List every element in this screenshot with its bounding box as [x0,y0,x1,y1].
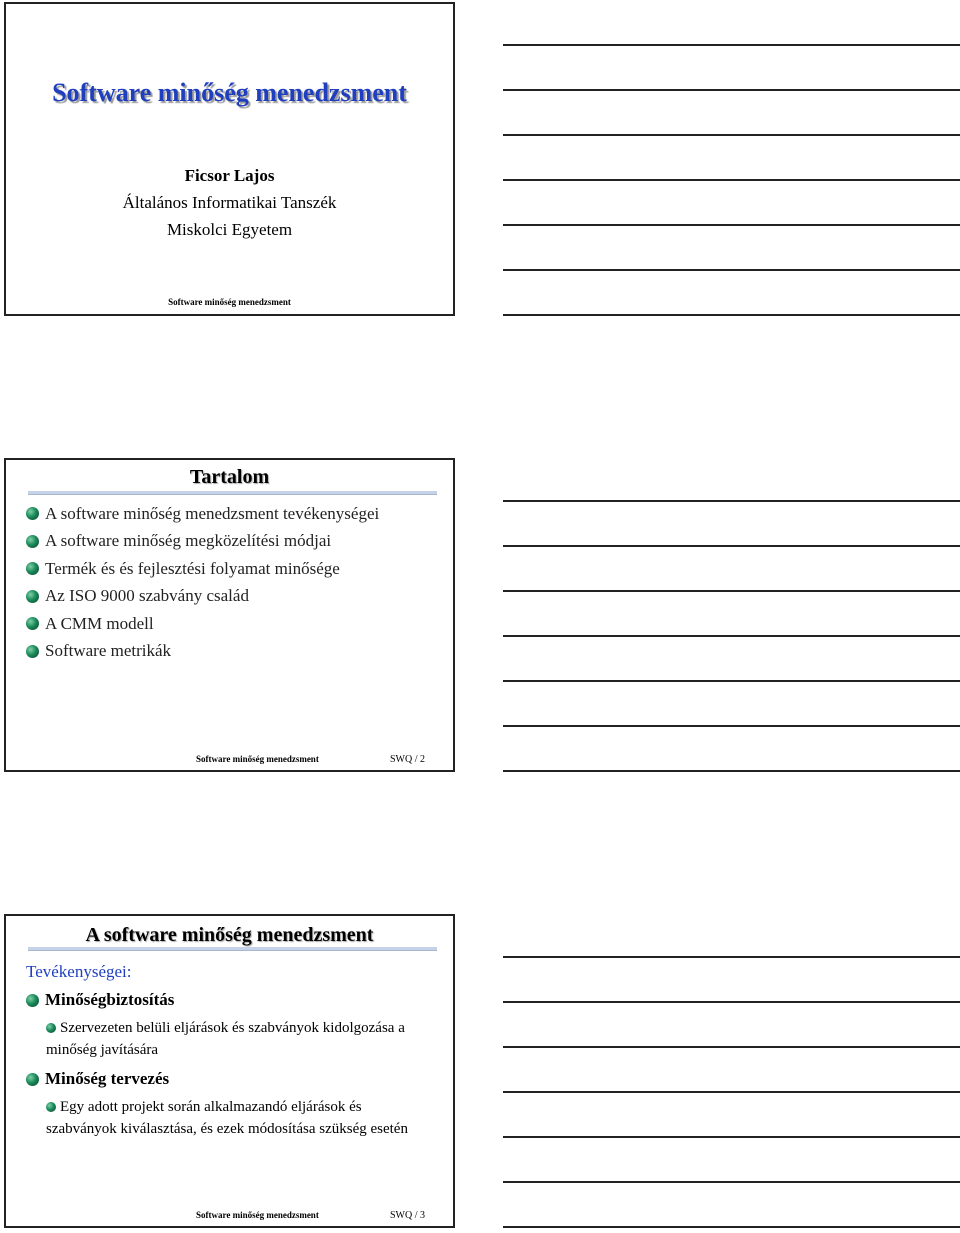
note-line [503,269,960,271]
note-line [503,314,960,316]
list-item: A CMM modell [26,610,379,638]
section-detail: Egy adott projekt során alkalmazandó eljárások és szabványok kiválasztása, és ezek módosítása szükség esetén [46,1099,408,1137]
note-line [503,1001,960,1003]
note-line [503,545,960,547]
note-line [503,44,960,46]
list-item: Termék és és fejlesztési folyamat minősége [26,555,379,583]
slide-footer: Software minőség menedzsment [196,754,319,764]
contents-list [26,500,379,665]
slide-1 [4,2,455,316]
slide-footer: Software minőség menedzsment [168,297,291,307]
note-line [503,1181,960,1183]
department: Általános Informatikai Tanszék [122,193,337,212]
list-item: A software minőség megközelítési módjai [26,528,379,556]
section-heading: Minőség tervezés [26,1069,169,1089]
page-number: SWQ / 2 [390,754,425,765]
note-line [503,1136,960,1138]
bullet-icon [26,645,39,658]
note-line [503,956,960,958]
list-item: Software metrikák [26,638,379,666]
note-line [503,1226,960,1228]
slide-title: Software minőség menedzsment [52,78,407,107]
bullet-icon [26,1073,39,1086]
bullet-icon [26,535,39,548]
bullet-icon [26,562,39,575]
subheading: Tevékenységei: [26,962,132,981]
section-heading: Minőségbiztosítás [26,990,174,1010]
note-line [503,179,960,181]
note-line [503,1091,960,1093]
note-line [503,134,960,136]
bullet-icon [26,590,39,603]
note-line [503,500,960,502]
author-name: Ficsor Lajos [184,166,275,185]
note-line [503,680,960,682]
university: Miskolci Egyetem [166,220,293,239]
note-line [503,89,960,91]
bullet-icon [26,507,39,520]
page-number: SWQ / 3 [390,1210,425,1221]
note-line [503,224,960,226]
slide-footer: Software minőség menedzsment [196,1210,319,1220]
slide-2 [4,458,455,772]
title-divider [28,947,437,951]
note-line [503,725,960,727]
slide-title: A software minőség menedzsment [85,924,374,946]
note-line [503,1046,960,1048]
bullet-icon [46,1102,56,1112]
list-item: Az ISO 9000 szabvány család [26,583,379,611]
section-detail: Szervezeten belüli eljárások és szabványok kidolgozása a minőség javítására [46,1020,405,1058]
slide-title: Tartalom [189,466,270,488]
title-divider [28,491,437,495]
list-item: A software minőség menedzsment tevékenységei [26,500,379,528]
bullet-icon [26,994,39,1007]
bullet-icon [26,617,39,630]
note-line [503,635,960,637]
bullet-icon [46,1023,56,1033]
slide-3 [4,914,455,1228]
note-line [503,590,960,592]
note-line [503,770,960,772]
